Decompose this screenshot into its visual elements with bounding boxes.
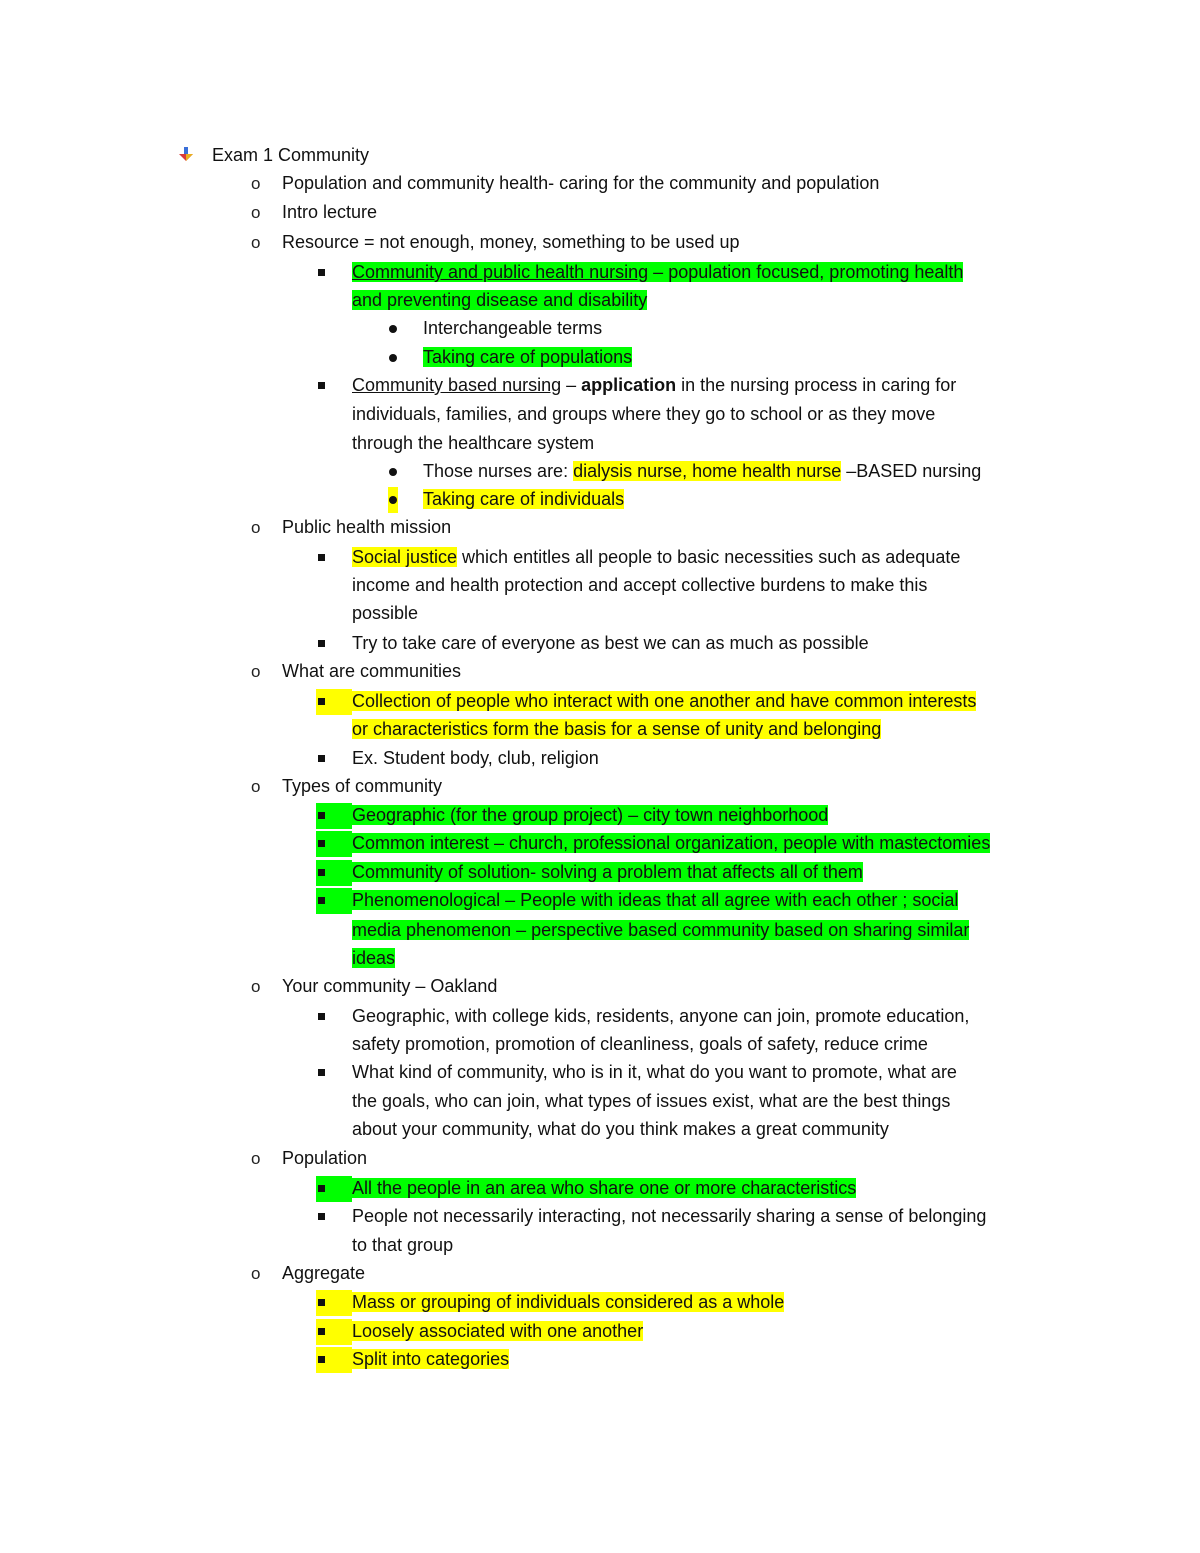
item-community-based-nursing: Community based nursing – application in the nursing process in caring for: [352, 375, 957, 395]
item-try-to-take-care: Try to take care of everyone as best we can as much as possible: [352, 633, 869, 653]
item-collection-of-people: Collection of people who interact with one another and have common interests: [352, 691, 977, 711]
item-people-not-necessarily: People not necessarily interacting, not necessarily sharing a sense of belonging: [352, 1206, 987, 1226]
heading-exam-1: Exam 1 Community: [212, 145, 370, 165]
term-community-public-health-nursing: Community and public health nursing: [352, 262, 649, 282]
item-continued-line: through the healthcare system: [352, 433, 595, 453]
bullet-square: [318, 1299, 325, 1306]
item-aggregate: Aggregate: [282, 1263, 366, 1283]
item-taking-care-of-populations: Taking care of populations: [423, 347, 633, 367]
bullet-square: [318, 1328, 325, 1335]
bullet-dot: [389, 468, 397, 476]
bullet-o: o: [251, 777, 261, 796]
bullet-square: [318, 554, 325, 561]
item-geographic: Geographic (for the group project) – city town neighborhood: [352, 805, 829, 825]
item-resource: Resource = not enough, money, something to be used up: [282, 232, 740, 252]
item-interchangeable-terms: Interchangeable terms: [423, 318, 603, 338]
bullet-o: o: [251, 203, 261, 222]
item-continued-line: about your community, what do you think makes a great community: [352, 1119, 889, 1139]
highlight-population-focused: population focused, promoting health: [668, 262, 964, 282]
bullet-dot: [389, 496, 397, 504]
bullet-dot: [389, 354, 397, 362]
item-continued-line: the goals, who can join, what types of issues exist, what are the best things: [352, 1091, 951, 1111]
item-your-community: Your community – Oakland: [282, 976, 498, 996]
item-continued-line: income and health protection and accept collective burdens to make this: [352, 575, 928, 595]
bullet-square: [318, 869, 325, 876]
bullet-o: o: [251, 1264, 261, 1283]
bullet-o: o: [251, 977, 261, 996]
bullet-square: [318, 1013, 325, 1020]
bullet-square: [318, 1185, 325, 1192]
bullet-square: [318, 812, 325, 819]
item-continued-line: individuals, families, and groups where they go to school or as they move: [352, 404, 936, 424]
bullet-o: o: [251, 174, 261, 193]
item-what-are-communities: What are communities: [282, 661, 462, 681]
item-public-health-mission: Public health mission: [282, 517, 452, 537]
item-phenomenological: Phenomenological – People with ideas that all agree with each other ; social: [352, 890, 959, 910]
bullet-square: [318, 640, 325, 647]
bullet-dot: [389, 325, 397, 333]
item-community-of-solution: Community of solution- solving a problem that affects all of them: [352, 862, 863, 882]
item-community-public-health-nursing: Community and public health nursing – population focused, promoting health: [352, 262, 964, 282]
bullet-square: [318, 1213, 325, 1220]
item-loosely-associated: Loosely associated with one another: [352, 1321, 644, 1341]
bullet-square: [318, 755, 325, 762]
item-continued-line: safety promotion, promotion of cleanliness, goals of safety, reduce crime: [352, 1034, 928, 1054]
bullet-o: o: [251, 518, 261, 537]
item-types-of-community: Types of community: [282, 776, 443, 796]
bullet-square: [318, 269, 325, 276]
item-all-the-people: All the people in an area who share one or more characteristics: [352, 1178, 857, 1198]
item-what-kind-of-community: What kind of community, who is in it, what do you want to promote, what are: [352, 1062, 957, 1082]
bullet-square: [318, 382, 325, 389]
item-continued-line: and preventing disease and disability: [352, 290, 648, 310]
item-taking-care-of-individuals: Taking care of individuals: [423, 489, 625, 509]
bullet-square: [318, 698, 325, 705]
item-common-interest: Common interest – church, professional organization, people with mastectomies: [352, 833, 991, 853]
item-geographic-college: Geographic, with college kids, residents, anyone can join, promote education,: [352, 1006, 970, 1026]
item-those-nurses-are: Those nurses are: dialysis nurse, home health nurse –BASED nursing: [423, 461, 982, 481]
item-mass-or-grouping: Mass or grouping of individuals considered as a whole: [352, 1292, 785, 1312]
bullet-o: o: [251, 1149, 261, 1168]
bullet-o: o: [251, 233, 261, 252]
bullet-square: [318, 1356, 325, 1363]
item-social-justice: Social justice which entitles all people to basic necessities such as adequate: [352, 547, 961, 567]
bullet-square: [318, 897, 325, 904]
bullet-square: [318, 1069, 325, 1076]
term-community-based-nursing: Community based nursing: [352, 375, 562, 395]
arrow-bullet-icon: [177, 145, 195, 163]
bullet-o: o: [251, 662, 261, 681]
item-continued-line: media phenomenon – perspective based community based on sharing similar: [352, 920, 970, 940]
item-ex-student-body: Ex. Student body, club, religion: [352, 748, 599, 768]
item-continued-line: to that group: [352, 1235, 454, 1255]
item-continued-line: or characteristics form the basis for a sense of unity and belonging: [352, 719, 882, 739]
item-continued-line: possible: [352, 603, 419, 623]
item-continued-line: ideas: [352, 948, 396, 968]
item-intro-lecture: Intro lecture: [282, 202, 378, 222]
item-population-community-health: Population and community health- caring for the community and population: [282, 173, 880, 193]
item-split-into-categories: Split into categories: [352, 1349, 510, 1369]
bullet-square: [318, 840, 325, 847]
item-population: Population: [282, 1148, 368, 1168]
